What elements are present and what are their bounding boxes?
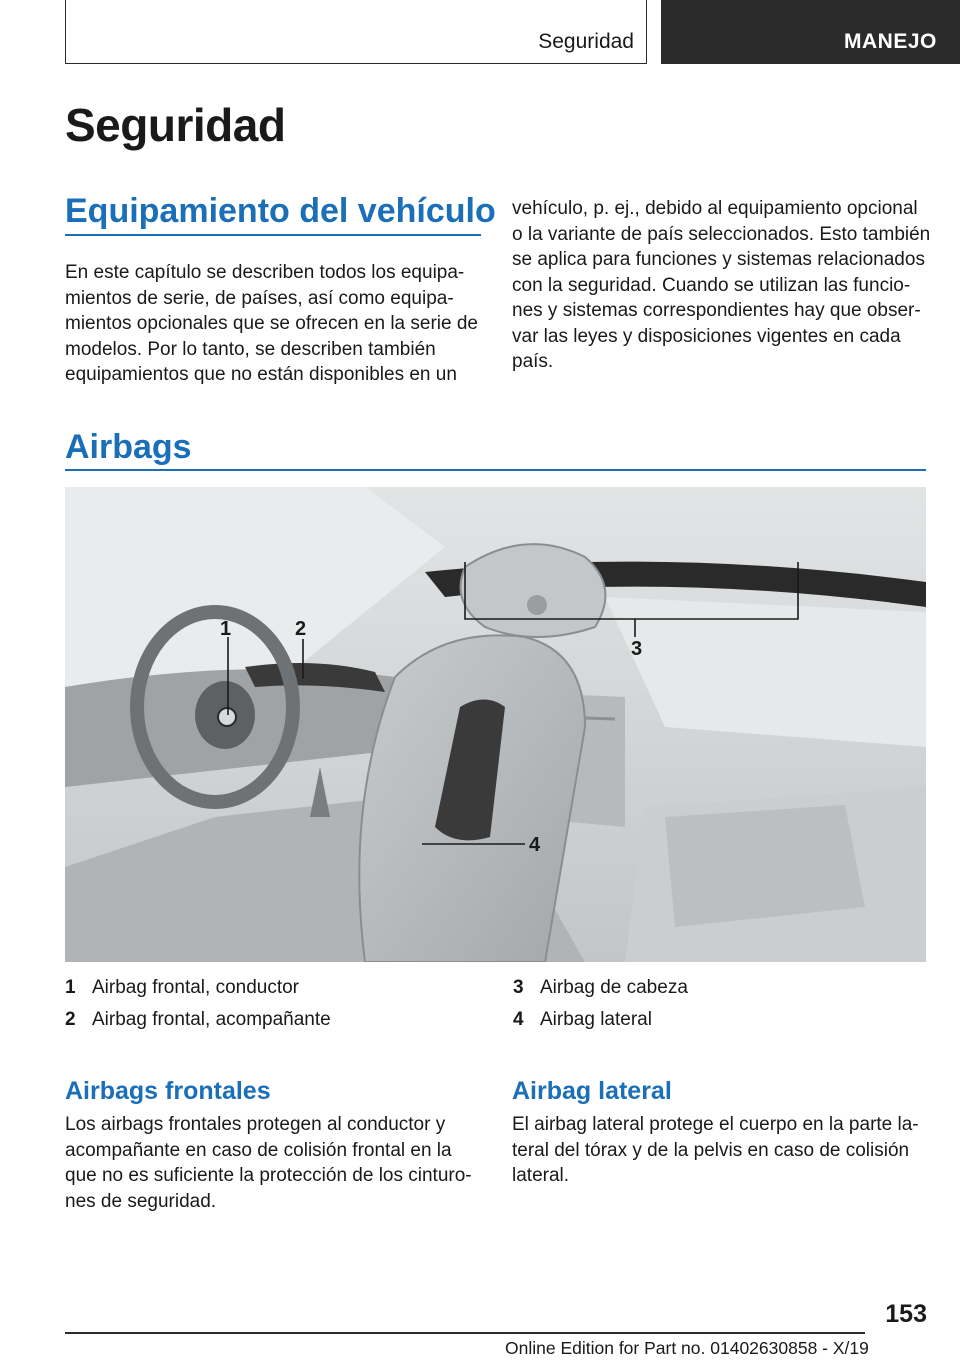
footer-rule	[65, 1332, 865, 1334]
text-line: Los airbags frontales protegen al conductor y	[65, 1114, 446, 1135]
front-airbags-paragraph	[65, 1112, 472, 1214]
text-line: mientos opcionales que se ofrecen en la serie de	[65, 313, 478, 334]
section-heading-equipment: Equipamiento del vehículo	[65, 192, 496, 230]
text-line: nes y sistemas correspondientes hay que obser‐	[512, 300, 921, 321]
text-line: se aplica para funciones y sistemas relacionados	[512, 249, 925, 270]
text-line: El airbag lateral protege el cuerpo en la parte la‐	[512, 1114, 919, 1135]
legend-text: Airbag frontal, conductor	[92, 977, 300, 998]
figure-legend-left	[65, 977, 485, 1037]
legend-number: 1	[65, 977, 76, 998]
chapter-tab[interactable]	[661, 0, 960, 64]
section-heading-airbags: Airbags	[65, 428, 192, 466]
page-number: 153	[885, 1300, 927, 1328]
header-section-box	[65, 0, 647, 64]
page-title: Seguridad	[65, 99, 286, 151]
text-line: modelos. Por lo tanto, se describen también	[65, 338, 436, 360]
legend-number: 3	[513, 977, 524, 998]
callout-2: 2	[295, 618, 307, 640]
legend-number: 2	[65, 1009, 76, 1030]
section-rule-airbags	[65, 469, 926, 471]
text-line: teral del tórax y de la pelvis en caso de colisión	[512, 1139, 910, 1161]
text-line: que no es suficiente la protección de los cinturo‐	[65, 1165, 472, 1186]
text-line: nes de seguridad.	[65, 1190, 217, 1212]
text-line: var las leyes y disposiciones vigentes en cada	[512, 325, 901, 347]
text-line: vehículo, p. ej., debido al equipamiento opcional	[512, 198, 918, 219]
equipment-paragraph-col2	[512, 196, 930, 375]
legend-text: Airbag lateral	[540, 1009, 652, 1030]
equipment-paragraph-col1	[65, 260, 478, 388]
text-line: En este capítulo se describen todos los equipa‐	[65, 262, 465, 283]
callout-4: 4	[529, 834, 541, 856]
text-line: o la variante de país seleccionados. Esto también	[512, 223, 931, 245]
section-rule-equipment	[65, 234, 481, 236]
callout-1: 1	[220, 618, 232, 640]
callout-3: 3	[631, 638, 643, 660]
header-section-label: Seguridad	[538, 30, 634, 53]
legend-text: Airbag de cabeza	[540, 977, 688, 998]
text-line: lateral.	[512, 1165, 570, 1186]
legend-text: Airbag frontal, acompañante	[92, 1009, 331, 1030]
footer-edition-text: Online Edition for Part no. 01402630858 - X/19	[505, 1338, 869, 1358]
chapter-tab-label: MANEJO	[844, 30, 937, 53]
subheading-side-airbag: Airbag lateral	[512, 1077, 672, 1105]
text-line: acompañante en caso de colisión frontal en la	[65, 1139, 452, 1161]
text-line: mientos de serie, de países, así como equipa‐	[65, 287, 454, 309]
text-line: equipamientos que no están disponibles en un	[65, 364, 457, 385]
text-line: con la seguridad. Cuando se utilizan las funcio‐	[512, 274, 911, 296]
text-line: país.	[512, 351, 554, 372]
subheading-front-airbags: Airbags frontales	[65, 1077, 271, 1105]
side-airbag-paragraph	[512, 1112, 919, 1189]
figure-legend-right	[513, 977, 933, 1037]
legend-number: 4	[513, 1009, 524, 1030]
airbag-illustration	[65, 487, 926, 962]
